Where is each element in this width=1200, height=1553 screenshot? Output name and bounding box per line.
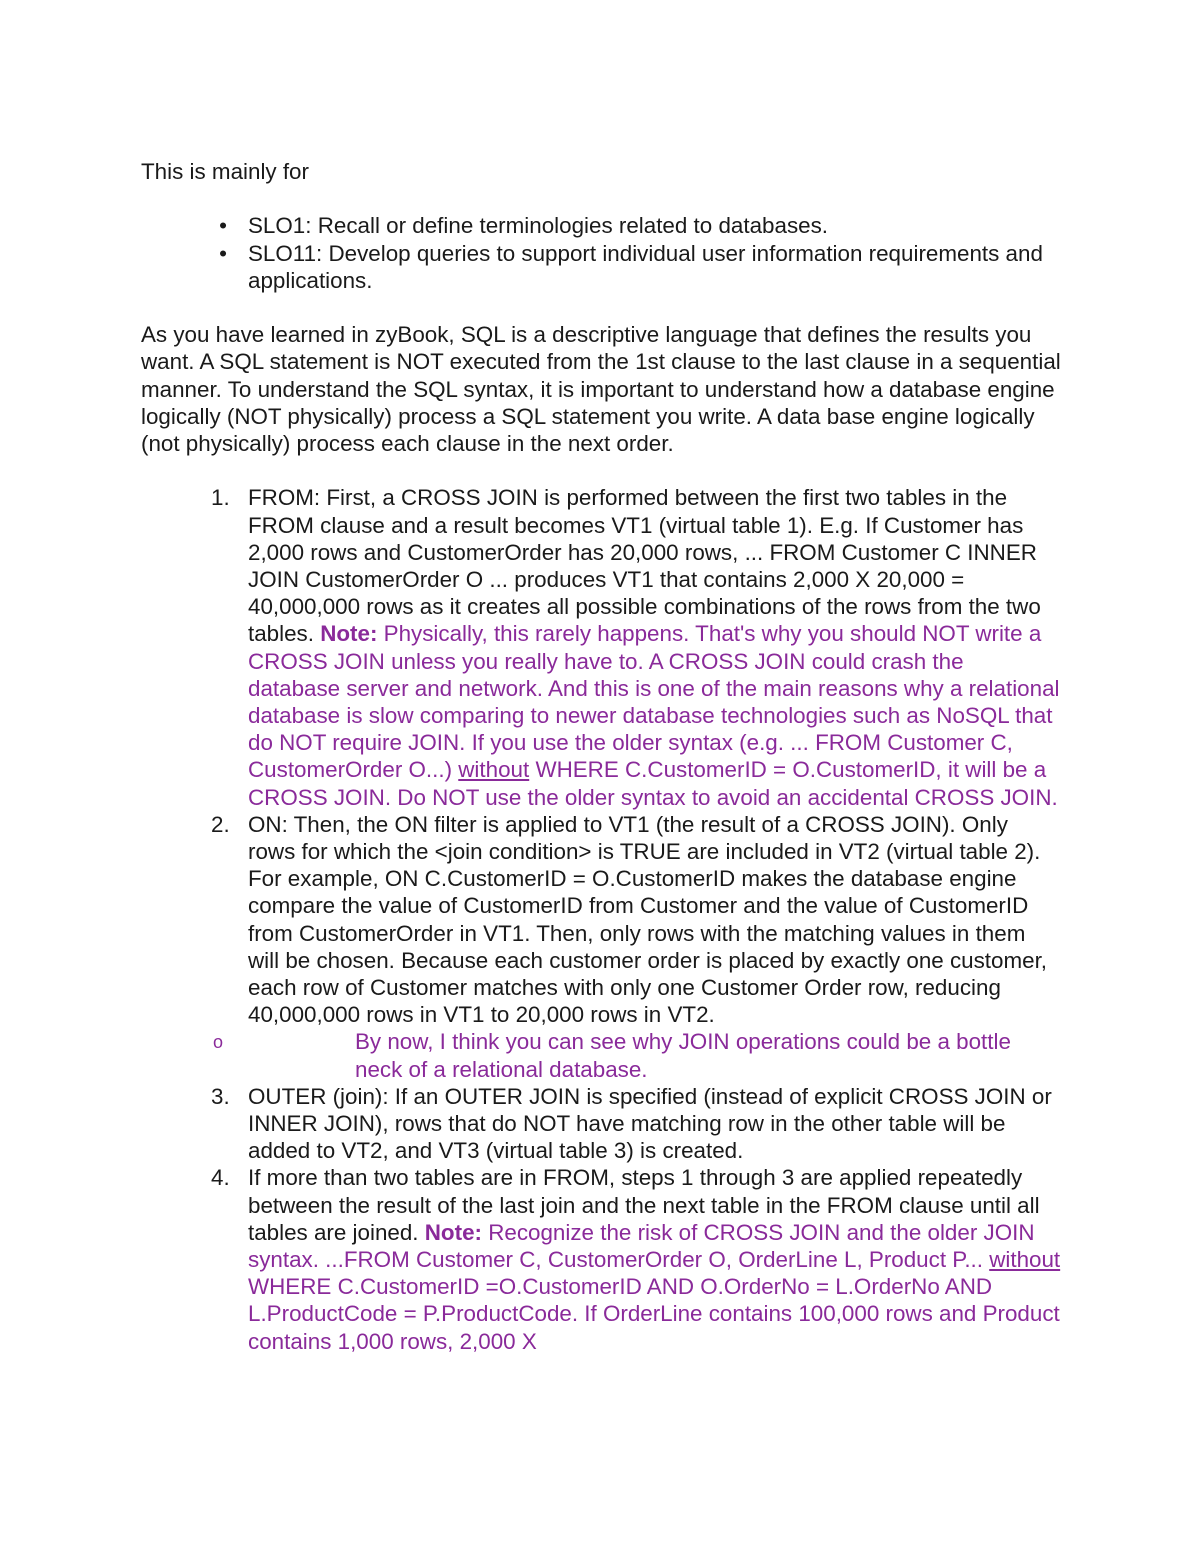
list-item [141,240,1061,294]
step-text: OUTER (join): If an OUTER JOIN is specified (instead of explicit CROSS JOIN or INNER JOIN), rows that do NOT have matching row in the other table will be added to VT2, and VT3 (virtual table 3) is created. [248,1083,1052,1164]
document-body [141,158,1061,1355]
note-label: Note: [424,1219,482,1245]
circle-bullet-icon: o [213,1032,224,1053]
processing-steps-list [141,484,1061,1355]
note-text: Recognize the risk of CROSS JOIN and the older JOIN syntax. ...FROM Customer C, CustomerOrder O, OrderLine L, Product P... [248,1219,1035,1273]
slo-text: SLO11: Develop queries to support individual user information requirements and applications. [248,240,1043,293]
note-text-continued: WHERE C.CustomerID =O.CustomerID AND O.OrderNo = L.OrderNo AND L.ProductCode = P.ProductCode. If OrderLine contains 100,000 rows and Product contains 1,000 rows, 2,000 X [248,1274,1060,1354]
step-item-1 [141,484,1061,810]
step-number: 1. [211,485,230,511]
list-item [141,1028,1061,1082]
sub-list [141,1028,1061,1082]
note-text: Physically, this rarely happens. That's why you should NOT write a CROSS JOIN unless you really have to. A CROSS JOIN could crash the database server and network. And this is one of the main reasons why a relational database is slow comparing to newer database technologies such as NoSQL that do NOT require JOIN. If you use the older syntax (e.g. ... FROM Customer C, CustomerOrder O...) [248,621,1060,783]
step-number: 2. [211,811,230,837]
emphasis-text: without [989,1247,1061,1273]
bullet-icon: • [219,213,227,239]
step-text: FROM: First, a CROSS JOIN is performed between the first two tables in the FROM clause and a result becomes VT1 (virtual table 1). E.g. If Customer has 2,000 rows and CustomerOrder has 20,000 rows, ... FROM Customer C INNER JOIN CustomerOrder O ... produces VT1 that contains 2,000 X 20,000 = 40,000,000 rows as it creates all possible combinations of the rows from the two tables. [248,485,1041,647]
step-item-4 [141,1164,1061,1354]
slo-text: SLO1: Recall or define terminologies related to databases. [248,213,829,239]
intro-paragraph: As you have learned in zyBook, SQL is a descriptive language that defines the results you want. A SQL statement is NOT executed from the 1st clause to the last clause in a sequential manner. To understand the SQL syntax, it is important to understand how a database engine logically (NOT physically) process a SQL statement you write. A data base engine logically (not physically) process each clause in the next order. [141,322,1061,456]
intro-text: This is mainly for [141,159,309,184]
note-label: Note: [320,621,378,647]
emphasis-text: without [458,757,530,783]
step-number: 3. [211,1083,230,1109]
sub-note-text: By now, I think you can see why JOIN operations could be a bottle neck of a relational database. [355,1029,1011,1082]
step-text: ON: Then, the ON filter is applied to VT1 (the result of a CROSS JOIN). Only rows for which the <join condition> is TRUE are included in VT2 (virtual table 2). For example, ON C.CustomerID = O.CustomerID makes the database engine compare the value of CustomerID from Customer and the value of CustomerID from CustomerOrder in VT1. Then, only rows with the matching values in them will be chosen. Because each customer order is placed by exactly one customer, each row of Customer matches with only one Customer Order row, reducing 40,000,000 rows in VT1 to 20,000 rows in VT2. [248,811,1048,1028]
slo-list [141,212,1061,294]
step-item-3 [141,1083,1061,1165]
step-number: 4. [211,1165,230,1191]
note-text-continued: WHERE C.CustomerID = O.CustomerID, it will be a CROSS JOIN. Do NOT use the older syntax to avoid an accidental CROSS JOIN. [248,757,1058,810]
bullet-icon: • [219,240,227,266]
step-text: If more than two tables are in FROM, steps 1 through 3 are applied repeatedly between the result of the last join and the next table in the FROM clause until all tables are joined. [248,1165,1040,1245]
list-item [141,212,1061,239]
step-item-2 [141,811,1061,1083]
